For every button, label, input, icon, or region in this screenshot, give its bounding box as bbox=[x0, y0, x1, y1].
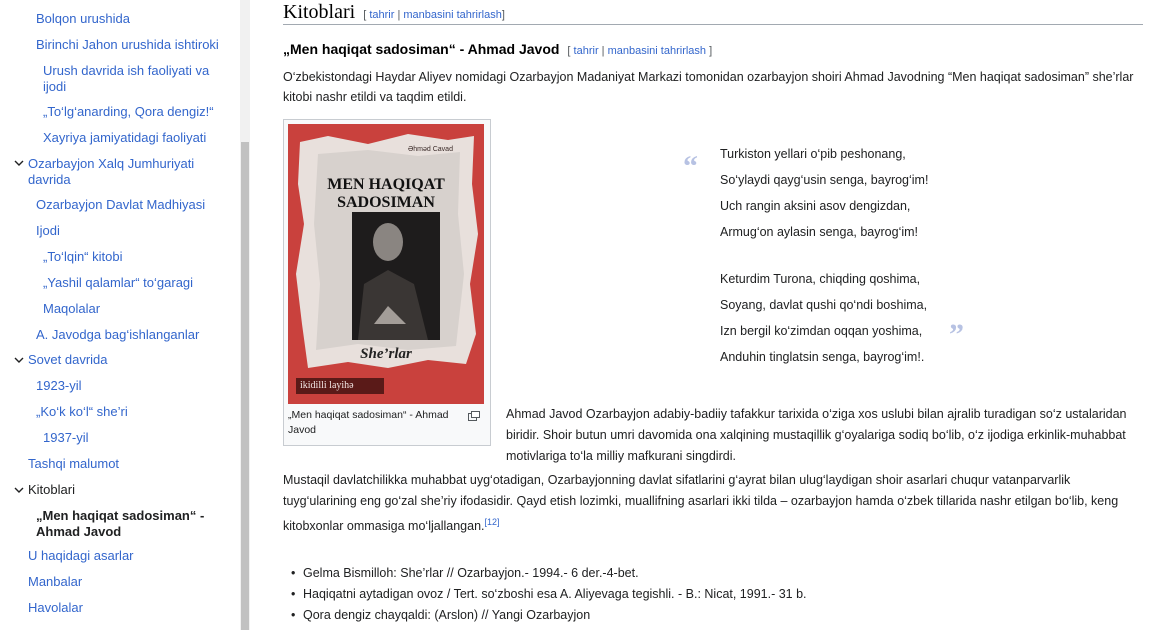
toc-item-ozarbayjon-xalq[interactable]: Ozarbayjon Xalq Jumhuriyati davrida bbox=[28, 156, 195, 187]
toc-item-bolqon[interactable]: Bolqon urushida bbox=[36, 11, 130, 26]
bracket-close: ] bbox=[709, 45, 713, 57]
book-figure bbox=[283, 119, 491, 446]
poem-line: Anduhin tinglatsin senga, bayrog‘im!. bbox=[720, 350, 925, 364]
toc-item-men-haqiqat-active[interactable]: „Men haqiqat sadosiman“ - Ahmad Javod bbox=[36, 508, 205, 539]
chevron-down-icon[interactable] bbox=[14, 158, 24, 168]
cover-tag: ikidilli layihə bbox=[300, 380, 354, 391]
table-of-contents bbox=[0, 0, 240, 630]
book-cover-image[interactable] bbox=[288, 124, 484, 404]
quote-open-icon: “ bbox=[683, 150, 698, 183]
toc-item-tolganarding[interactable]: „To‘lg‘anarding, Qora dengiz!“ bbox=[43, 104, 214, 119]
intro-paragraph: O‘zbekistondagi Haydar Aliyev nomidagi Ozarbayjon Madaniyat Markazi tomonidan ozarbayjon shoiri Ahmad Javodning “Men haqiqat sadosiman” she’rlar kitobi nashr etildi va taqdim etildi. bbox=[283, 70, 1134, 104]
toc-item-kitoblari[interactable]: Kitoblari bbox=[28, 482, 75, 497]
poem-line: Izn bergil ko‘zimdan oqqan yoshima, bbox=[720, 324, 923, 338]
toc-item-1923[interactable]: 1923-yil bbox=[36, 378, 82, 393]
toc-item-ijodi[interactable]: Ijodi bbox=[36, 223, 60, 238]
section-heading bbox=[283, 0, 505, 27]
toc-item-birinchi-jahon[interactable]: Birinchi Jahon urushida ishtiroki bbox=[36, 37, 219, 52]
cover-title bbox=[288, 176, 484, 212]
subsection-heading bbox=[283, 40, 712, 60]
toc-item-havolalar[interactable]: Havolalar bbox=[28, 600, 83, 615]
toc-item-manbalar[interactable]: Manbalar bbox=[28, 574, 83, 589]
poem-line: Armug‘on aylasin senga, bayrog‘im! bbox=[720, 225, 919, 239]
edit-source-link[interactable]: manbasini tahrirlash bbox=[403, 9, 502, 21]
paragraph-2: Ahmad Javod Ozarbayjon adabiy-badiiy tafakkur tarixida o‘ziga xos uslubi bilan ajralib turadigan so‘z ustalaridan biridir. Shoir butun umri davomida ona xalqining mustaqillik g‘oyalariga sodiq bo‘lib, o‘z ijodiga erkinlik-muhabbat motivlariga to‘la milliy mafkurani singdirdi. bbox=[506, 407, 1127, 463]
toc-item-kok-kol[interactable]: „Ko‘k ko‘l“ she’ri bbox=[36, 404, 128, 419]
poem-line: Turkiston yellari o‘pib peshonang, bbox=[720, 147, 906, 161]
bracket-close: ] bbox=[501, 9, 505, 21]
cover-subtitle: She’rlar bbox=[360, 346, 412, 362]
toc-item-bagishlanganlar[interactable]: A. Javodga bag‘ishlanganlar bbox=[36, 327, 200, 342]
poem-line: Soyang, davlat qushi qo‘ndi boshima, bbox=[720, 298, 928, 312]
section-title: Kitoblari bbox=[283, 1, 356, 23]
toc-item-1937[interactable]: 1937-yil bbox=[43, 430, 89, 445]
toc-item-sovet-davrida[interactable]: Sovet davrida bbox=[28, 352, 108, 367]
toc-item-tolqin[interactable]: „To‘lqin“ kitobi bbox=[43, 249, 123, 264]
separator: | bbox=[397, 9, 401, 21]
sidebar-scrollbar-thumb[interactable] bbox=[241, 142, 249, 630]
heading-divider bbox=[283, 24, 1143, 25]
bracket-open: [ bbox=[567, 45, 571, 57]
subsection-edit-links bbox=[567, 45, 712, 57]
list-item: • Haqiqatni aytadigan ovoz / Tert. so‘zboshi esa A. Aliyevaga tegishli. - B.: Nicat, 1991.- 31 b. bbox=[291, 584, 807, 605]
poem-line: So‘ylaydi qayg‘usin senga, bayrog‘im! bbox=[720, 173, 929, 187]
chevron-down-icon[interactable] bbox=[14, 485, 24, 495]
edit-link[interactable]: tahrir bbox=[573, 45, 599, 57]
paragraph-3-text: Mustaqil davlatchilikka muhabbat uyg‘otadigan, Ozarbayjonning davlat sifatlarini g‘ayrat bilan ulug‘laydigan shoir asarlari chuqur vatanparvarlik tuyg‘ularining eng go‘zal she’riy ifodasidir. Qayd etish lozimki, muallifning asarlari ikki tilda – ozarbayjon hamda o‘zbek tillarida nashr etilgan bo‘lib, keng kitobxonlar ommasiga mo‘ljallangan. bbox=[283, 473, 1119, 534]
references-list bbox=[291, 563, 807, 626]
toc-item-tashqi-malumot[interactable]: Tashqi malumot bbox=[28, 456, 120, 471]
figure-caption: „Men haqiqat sadosiman“ - Ahmad Javod bbox=[288, 409, 449, 436]
poem-line: Keturdim Turona, chiqding qoshima, bbox=[720, 272, 921, 286]
separator: | bbox=[601, 45, 605, 57]
toc-item-yashil-qalamlar[interactable]: „Yashil qalamlar“ to‘garagi bbox=[43, 275, 194, 290]
poem-line: Uch rangin aksini asov dengizdan, bbox=[720, 199, 911, 213]
subsection-title: „Men haqiqat sadosiman“ - Ahmad Javod bbox=[283, 41, 560, 57]
cover-author: Əhməd Cavad bbox=[408, 146, 453, 153]
list-item: • Qora dengiz chayqaldi: (Arslon) // Yangi Ozarbayjon bbox=[291, 605, 807, 626]
reference-link[interactable]: [12] bbox=[484, 517, 500, 527]
toc-item-maqolalar[interactable]: Maqolalar bbox=[43, 301, 101, 316]
chevron-down-icon[interactable] bbox=[14, 355, 24, 365]
magnify-clip-icon[interactable] bbox=[468, 408, 480, 418]
section-edit-links bbox=[363, 9, 505, 21]
list-item: • Gelma Bismilloh: She’rlar // Ozarbayjon.- 1994.- 6 der.-4-bet. bbox=[291, 563, 807, 584]
toc-item-u-haqidagi[interactable]: U haqidagi asarlar bbox=[28, 548, 134, 563]
edit-link[interactable]: tahrir bbox=[369, 9, 395, 21]
paragraph-3 bbox=[283, 470, 1143, 537]
cover-title-line2: SADOSIMAN bbox=[337, 194, 435, 211]
toc-item-xayriya[interactable]: Xayriya jamiyatidagi faoliyati bbox=[43, 130, 207, 145]
toc-item-urush-davrida[interactable]: Urush davrida ish faoliyati va ijodi bbox=[43, 63, 210, 94]
edit-source-link[interactable]: manbasini tahrirlash bbox=[607, 45, 707, 57]
quote-close-icon: ” bbox=[949, 318, 964, 351]
article-content bbox=[283, 0, 1145, 630]
cover-title-line1: MEN HAQIQAT bbox=[327, 176, 445, 193]
toc-item-davlat-madhiyasi[interactable]: Ozarbayjon Davlat Madhiyasi bbox=[36, 197, 206, 212]
bracket-open: [ bbox=[363, 9, 367, 21]
